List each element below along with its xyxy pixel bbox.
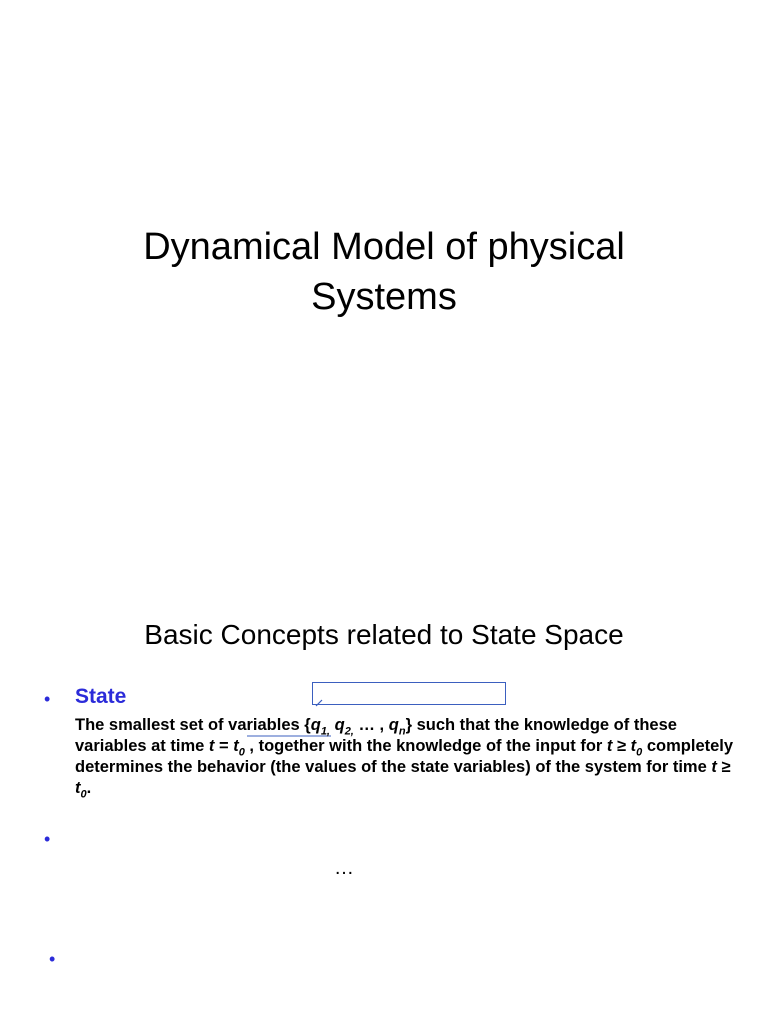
section-title: Basic Concepts related to State Space (144, 619, 624, 650)
bullet-empty-2: • (49, 949, 56, 969)
ellipsis: … (334, 857, 354, 879)
state-definition: The smallest set of variables {$q_{1,}$ $q_{2,}$ … , $q_n$} such that the knowledge of these variables at time $t = t_0$ , together with the knowledge of the input for $t \ge t_0$ completely determines the behavior (the values of the state variables) of the system for time $t \ge t_0$. (75, 716, 734, 801)
variables-word: variables (228, 716, 300, 734)
slide-title-line-1: Dynamical Model of physical (143, 226, 625, 268)
slide-title-line-2: Systems (311, 276, 457, 318)
bullet-empty-1: • (44, 829, 51, 849)
bullet-state: • (44, 689, 51, 709)
term-state: State (75, 685, 127, 708)
